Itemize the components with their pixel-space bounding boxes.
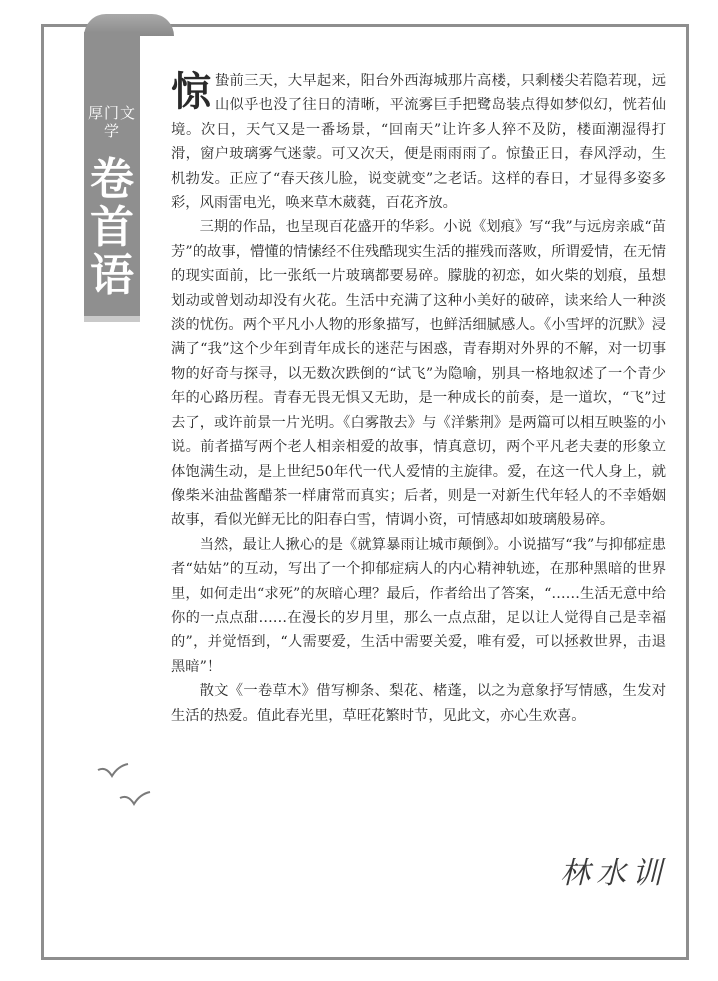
article-body bbox=[171, 69, 666, 728]
sidebar-tab-edge bbox=[84, 316, 140, 322]
author-signature: 林水训 bbox=[560, 856, 668, 891]
column-logo: 厚门文学 bbox=[88, 104, 137, 140]
bird-icon bbox=[96, 762, 130, 782]
paragraph-1-text: 蛰前三天，大早起来，阳台外西海城那片高楼，只剩楼尖若隐若现，远山似乎也没了往日的清晰，平流雾巨手把鹭岛装点得如梦似幻，恍若仙境。次日，天气又是一番场景，“回南天”让许多人猝不及防，楼面潮湿得打滑，窗户玻璃雾气迷蒙。可又次天，便是雨雨雨了。惊蛰正日，春风浮动，生机勃发。正应了“春天孩儿脸，说变就变”之老话。这样的春日，才显得多姿多彩，风雨雷电光，唤来草木葳蕤，百花齐放。 bbox=[171, 73, 666, 212]
paragraph-1 bbox=[171, 69, 666, 215]
drop-cap: 惊 bbox=[171, 68, 211, 115]
paragraph-2: 三期的作品，也呈现百花盛开的华彩。小说《划痕》写“我”与远房亲戚“苗芳”的故事，懵懂的情愫经不住残酷现实生活的摧残而落败，所谓爱情，在无情的现实面前，比一张纸一片玻璃都要易碎。朦胧的初恋，如火柴的划痕，虽想划动或曾划动却没有火花。生活中充满了这种小美好的破碎，读来给人一种淡淡的忧伤。两个平凡小人物的形象描写，也鲜活细腻感人。《小雪坪的沉默》浸满了“我”这个少年到青年成长的迷茫与困惑，青春期对外界的不解，对一切事物的好奇与探寻，以无数次跌倒的“试飞”为隐喻，别具一格地叙述了一个青少年的心路历程。青春无畏无惧又无助，是一种成长的前奏，是一道坎，“飞”过去了，或许前景一片光明。《白雾散去》与《洋紫荆》是两篇可以相互映鉴的小说。前者描写两个老人相亲相爱的故事，情真意切，两个平凡老夫妻的形象立体饱满生动，是上世纪50年代一代人爱情的主旋律。爱，在这一代人身上，就像柴米油盐酱醋茶一样庸常而真实；后者，则是一对新生代年轻人的不幸婚姻故事，看似光鲜无比的阳春白雪，情调小资，可情感却如玻璃般易碎。 bbox=[171, 219, 666, 529]
paragraph-3: 当然，最让人揪心的是《就算暴雨让城市颠倒》。小说描写“我”与抑郁症患者“姑姑”的互动，写出了一个抑郁症病人的内心精神轨迹，在那种黑暗的世界里，如何走出“求死”的灰暗心理？最后，作者给出了答案，“……生活无意中给你的一点点甜……在漫长的岁月里，那么一点点甜，足以让人觉得自己是幸福的”，并觉悟到，“人需要爱，生活中需要关爱，唯有爱，可以拯救世界，击退黑暗”！ bbox=[171, 536, 666, 675]
section-title: 卷首语 bbox=[90, 154, 134, 301]
paragraph-4: 散文《一卷草木》借写柳条、梨花、楮蓬，以之为意象抒写情感，生发对生活的热爱。值此春光里，草旺花繁时节，见此文，亦心生欢喜。 bbox=[171, 683, 666, 724]
bird-icon bbox=[118, 790, 152, 810]
